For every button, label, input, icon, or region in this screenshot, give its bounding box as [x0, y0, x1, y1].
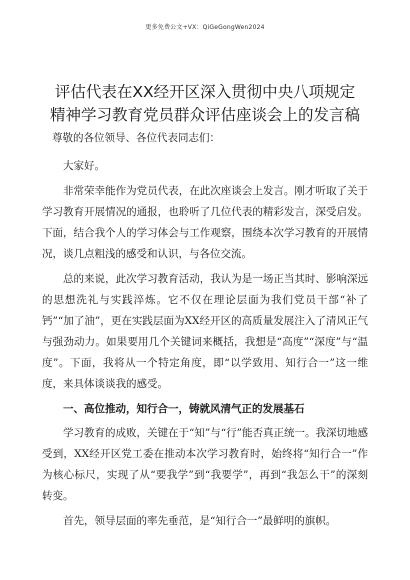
- paragraph-section-1: 学习教育的成败，关键在于“知”与“行”能否真正统一。我深切地感受到，XX经开区党工委在推动本次学习教育时，始终将“知行合一”作为核心标尺，实现了从“要我学”到“我要学”，再到“我怎么干”的深刻转变。: [42, 427, 368, 502]
- document-title-line-1: 评估代表在XX经开区深入贯彻中央八项规定: [54, 83, 356, 101]
- document-title-line-2: 精神学习教育党员群众评估座谈会上的发言稿: [49, 106, 360, 124]
- section-heading: 一、高位推动，知行合一，铸就风清气正的发展基石: [63, 403, 305, 415]
- paragraph-section-2: 首先，领导层面的率先垂范，是“知行合一”最鲜明的旗帜。: [63, 515, 337, 527]
- paragraph-summary: 总的来说，此次学习教育活动，我认为是一场正当其时、影响深远的思想洗礼与实践淬炼。它不仅在理论层面为我们党员干部“补了钙”“加了油”，更在实践层面为XX经开区的高质量发展注入了清风正气与强劲动力。如果要用几个关键词来概括，我想是“高度”“深度”与“温度”。下面，我将从一个特定角度，即“以学致用、知行合一”这一维度，来具体谈谈我的感受。: [42, 273, 368, 390]
- paragraph-intro: 非常荣幸能作为党员代表，在此次座谈会上发言。刚才听取了关于学习教育开展情况的通报，也聆听了几位代表的精彩发言，深受启发。下面，结合我个人的学习体会与工作观察，围绕本次学习教育的开展情况，谈几点粗浅的感受和认识，与各位交流。: [42, 185, 368, 260]
- salutation: 尊敬的各位领导、各位代表同志们：: [52, 132, 220, 144]
- header-note: 更多免费公文+VX：QiGeGongWen2024: [145, 24, 265, 31]
- paragraph-greeting: 大家好。: [63, 160, 105, 172]
